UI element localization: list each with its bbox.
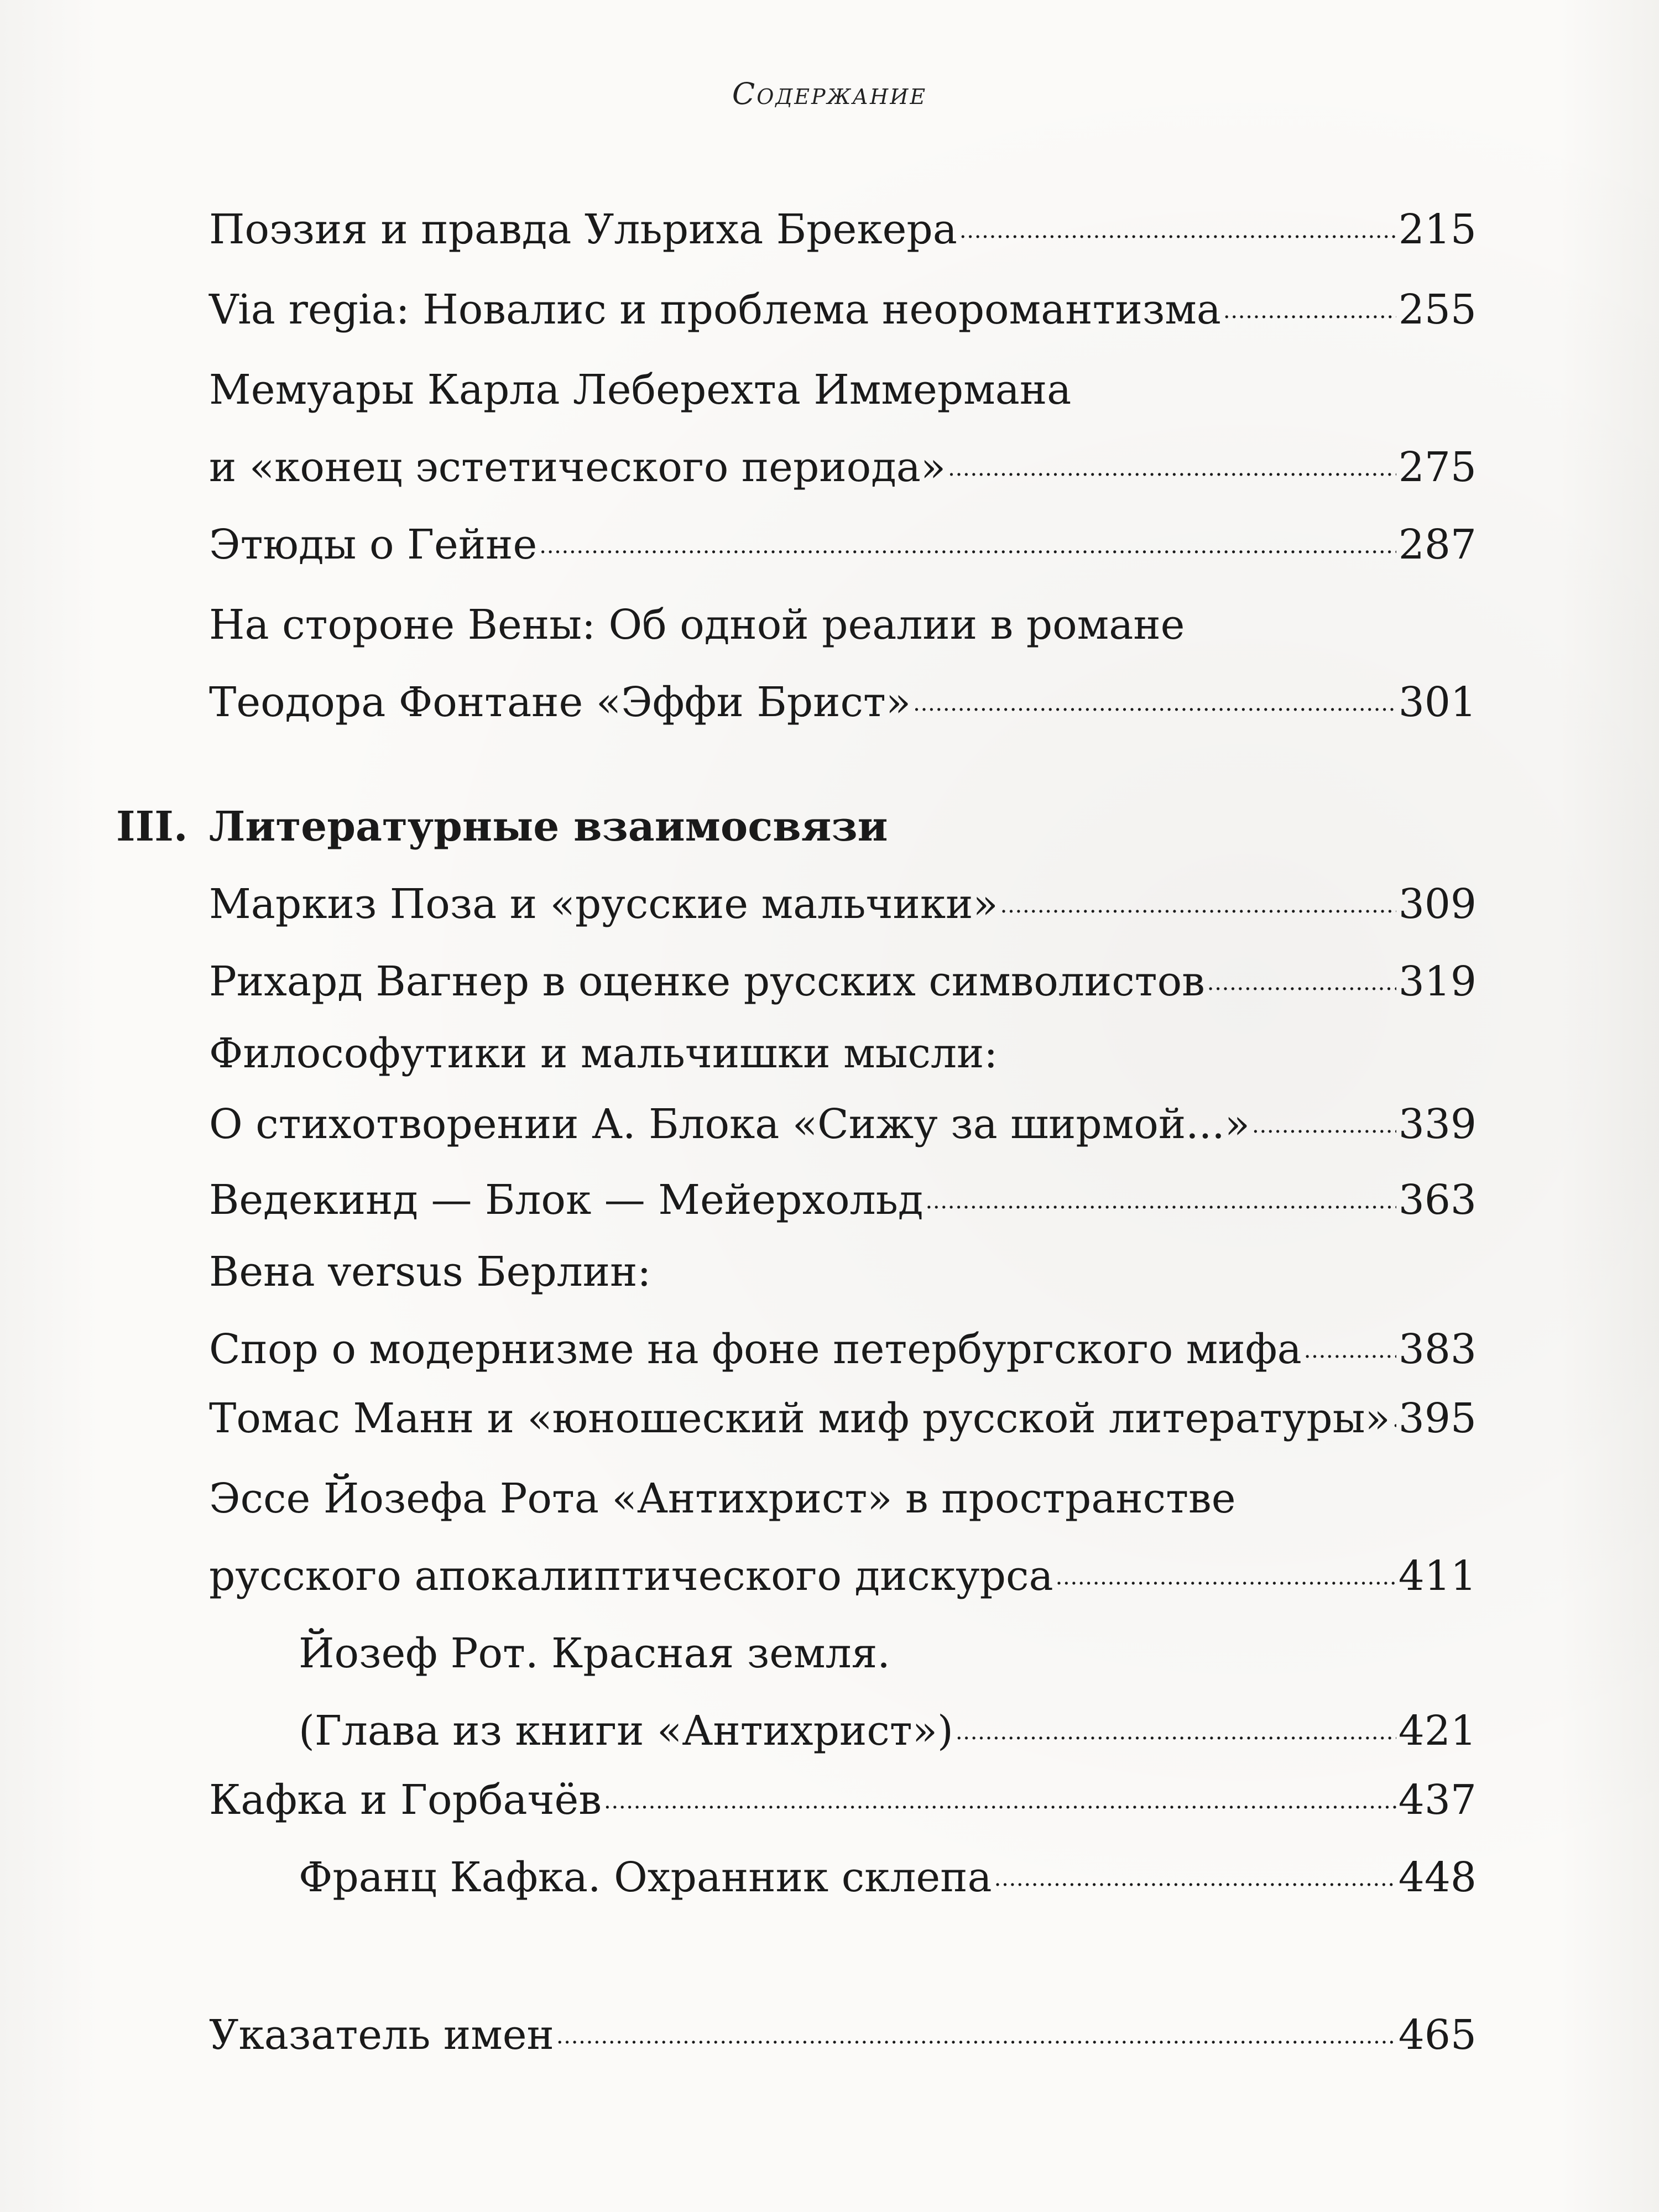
toc-entry-title-continued: (Глава из книги «Антихрист») [299,1707,953,1755]
toc-line [209,1311,1477,1388]
running-head: Содержание [732,76,927,111]
toc-line [209,664,1477,741]
toc-line [209,865,1477,943]
dot-leader [1000,860,1396,944]
toc-line [209,586,1477,664]
toc-entry-title: Via regia: Новалис и проблема неоромантизма [209,286,1221,333]
toc-entry-title-continued: О стихотворении А. Блока «Сижу за ширмой...» [209,1100,1250,1148]
toc-page-number: 215 [1398,206,1477,253]
toc-entry [209,351,1477,506]
toc-page-number: 395 [1398,1395,1477,1442]
dot-leader [1056,1532,1396,1616]
toc-line [209,1086,1477,1163]
toc-entry-title: Маркиз Поза и «русские мальчики» [209,880,998,928]
toc-line [209,429,1477,506]
toc-line [209,351,1477,429]
toc-page-number: 421 [1398,1707,1477,1755]
toc-entry-title: Указатель имен [209,2011,554,2059]
toc-subentry [299,1615,1477,1770]
toc-entry [209,865,1477,943]
dot-leader [556,1991,1396,2075]
toc-entry-title: Кафка и Горбачёв [209,1776,602,1824]
dot-leader [604,1756,1396,1840]
toc-entry-title: Вена versus Берлин: [209,1248,651,1296]
toc-entry [209,506,1477,583]
toc-entry-title: Этюды о Гейне [209,521,538,568]
toc-line [209,271,1477,348]
toc-entry-index [209,1996,1477,2074]
toc-entry-title-continued: и «конец эстетического периода» [209,444,946,491]
dot-leader [1207,937,1396,1021]
toc-subentry [299,1839,1477,1916]
toc-entry-title-continued: русского апокалиптического дискурса [209,1552,1053,1600]
toc-line [209,943,1477,1020]
toc-page-number: 448 [1398,1854,1477,1901]
toc-entry-title-continued: Теодора Фонтане «Эффи Брист» [209,679,911,726]
toc-entry [209,191,1477,268]
toc-page-number: 465 [1398,2011,1477,2059]
toc-line [209,1161,1477,1239]
toc-page-number: 301 [1398,679,1477,726]
toc-entry-title: Мемуары Карла Леберехта Иммермана [209,366,1072,414]
toc-line [209,1460,1477,1537]
section-title: Литературные взаимосвязи [209,803,888,851]
toc-line [209,506,1477,583]
toc-line [209,1761,1477,1839]
dot-leader [959,185,1396,269]
toc-entry [209,1460,1477,1615]
toc-page-number: 437 [1398,1776,1477,1824]
toc-entry-title: Франц Кафка. Охранник склепа [299,1854,992,1901]
toc-entry-title-continued: Спор о модернизме на фоне петербургского мифа [209,1326,1302,1373]
section-heading [116,788,888,865]
toc-line [209,1996,1477,2074]
toc-entry-title: Рихард Вагнер в оценке русских символистов [209,958,1205,1005]
section-number: III. [116,803,188,851]
toc-entry [209,1380,1477,1457]
toc-entry [209,271,1477,348]
toc-entry-title: Поэзия и правда Ульриха Брекера [209,206,957,253]
dot-leader [1223,265,1396,349]
toc-line [209,1380,1477,1457]
dot-leader [948,423,1396,507]
toc-line [209,1537,1477,1615]
toc-entry [209,1233,1477,1388]
toc-line [209,1233,1477,1311]
toc-entry-title: Йозеф Рот. Красная земля. [299,1630,890,1677]
toc-page-number: 309 [1398,880,1477,928]
toc-entry [209,1161,1477,1239]
toc-page-number: 275 [1398,444,1477,491]
dot-leader [539,500,1396,585]
toc-entry-title: Ведекинд — Блок — Мейерхольд [209,1176,924,1224]
toc-line [299,1615,1477,1692]
toc-page-number: 383 [1398,1326,1477,1373]
toc-entry-title: Эссе Йозефа Рота «Антихрист» в пространстве [209,1475,1236,1522]
dot-leader [1392,1374,1396,1458]
dot-leader [994,1833,1396,1917]
toc-entry [209,1015,1477,1163]
dot-leader [925,1156,1396,1240]
toc-entry-title: Томас Манн и «юношеский миф русской литературы» [209,1395,1390,1442]
toc-entry [209,586,1477,741]
toc-entry [209,1761,1477,1839]
toc-line [299,1839,1477,1916]
toc-entry-title: На стороне Вены: Об одной реалии в романе [209,601,1185,649]
toc-entry-title: Философутики и мальчишки мысли: [209,1030,998,1077]
toc-page-number: 363 [1398,1176,1477,1224]
dot-leader [1304,1305,1396,1389]
toc-page-number: 287 [1398,521,1477,568]
toc-page-number: 319 [1398,958,1477,1005]
toc-entry [209,943,1477,1020]
toc-page-number: 411 [1398,1552,1477,1600]
dot-leader [913,658,1396,742]
toc-page-number: 255 [1398,286,1477,333]
toc-page-number: 339 [1398,1100,1477,1148]
toc-line [209,191,1477,268]
dot-leader [1252,1080,1396,1164]
